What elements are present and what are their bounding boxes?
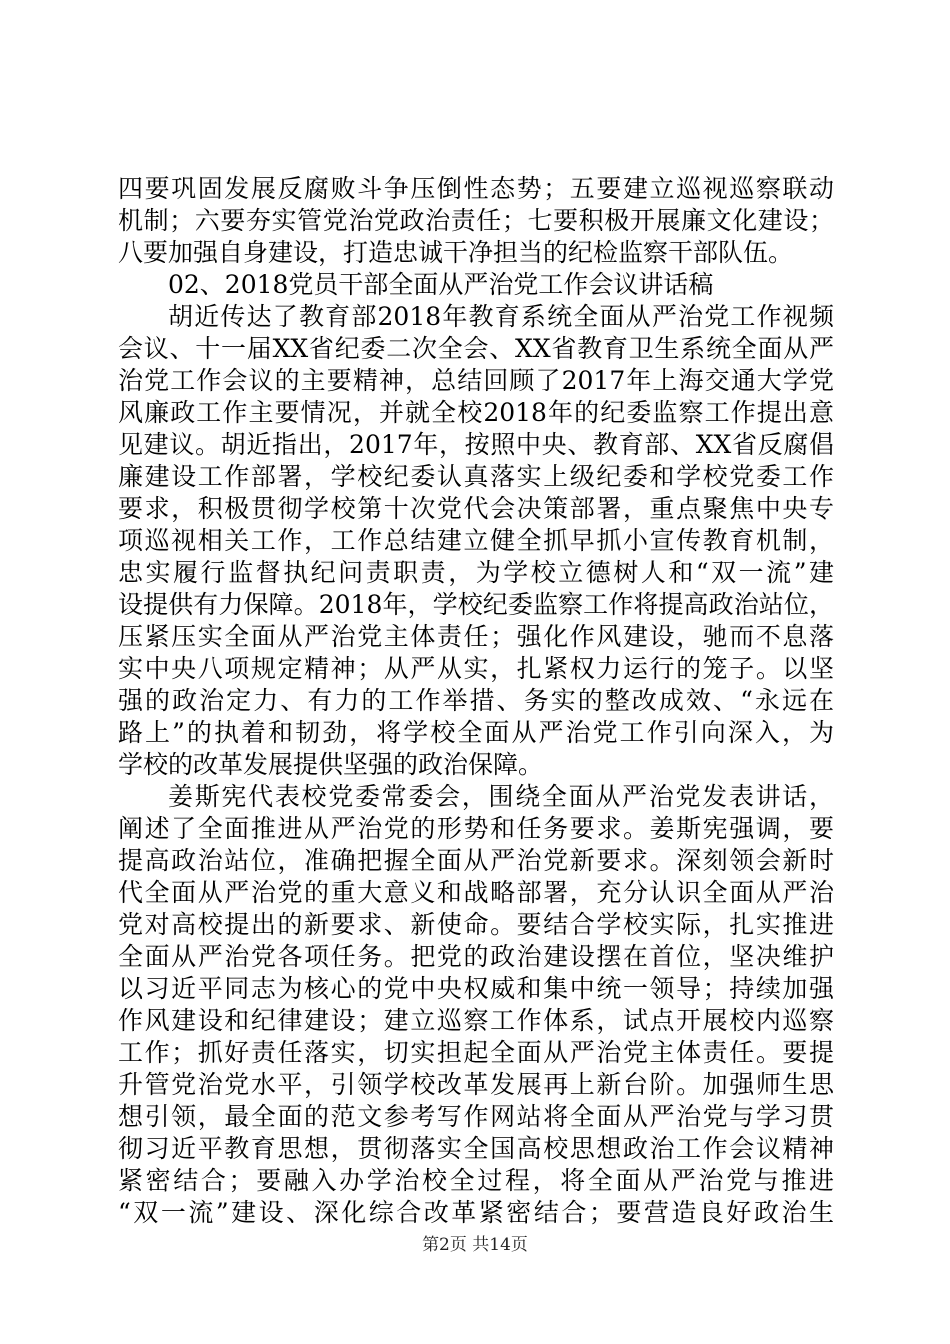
text-line: 项巡视相关工作，工作总结建立健全抓早抓小宣传教育机制， [118, 526, 834, 555]
text-line: 压紧压实全面从严治党主体责任；强化作风建设，驰而不息落 [118, 622, 834, 651]
text-line: 全面从严治党各项任务。把党的政治建设摆在首位，坚决维护 [118, 942, 834, 971]
text-line: 见建议。胡近指出，2017年，按照中央、教育部、XX省反腐倡 [118, 430, 834, 459]
text-line: 廉建设工作部署，学校纪委认真落实上级纪委和学校党委工作 [118, 462, 834, 491]
text-line: 四要巩固发展反腐败斗争压倒性态势；五要建立巡视巡察联动 [118, 174, 834, 203]
text-line: 路上”的执着和韧劲，将学校全面从严治党工作引向深入，为 [118, 718, 834, 747]
text-line: 作风建设和纪律建设；建立巡察工作体系，试点开展校内巡察 [118, 1006, 834, 1035]
text-line: 升管党治党水平，引领学校改革发展再上新台阶。加强师生思 [118, 1070, 834, 1099]
text-line: 以习近平同志为核心的党中央权威和集中统一领导；持续加强 [118, 974, 834, 1003]
text-line: 强的政治定力、有力的工作举措、务实的整改成效、“永远在 [118, 686, 834, 715]
text-line: 学校的改革发展提供坚强的政治保障。 [118, 750, 544, 779]
text-line: 实中央八项规定精神；从严从实，扎紧权力运行的笼子。以坚 [118, 654, 834, 683]
text-line: 党对高校提出的新要求、新使命。要结合学校实际，扎实推进 [118, 910, 834, 939]
text-line: 风廉政工作主要情况，并就全校2018年的纪委监察工作提出意 [118, 398, 834, 427]
text-line: 工作；抓好责任落实，切实担起全面从严治党主体责任。要提 [118, 1038, 834, 1067]
text-line: 胡近传达了教育部2018年教育系统全面从严治党工作视频 [168, 302, 834, 331]
text-line: 八要加强自身建设，打造忠诚干净担当的纪检监察干部队伍。 [118, 238, 794, 267]
text-line: 要求，积极贯彻学校第十次党代会决策部署，重点聚焦中央专 [118, 494, 834, 523]
text-line: 紧密结合；要融入办学治校全过程，将全面从严治党与推进 [118, 1166, 834, 1195]
page-footer: 第2页 共14页 [422, 1235, 528, 1255]
text-line: 阐述了全面推进从严治党的形势和任务要求。姜斯宪强调，要 [118, 814, 834, 843]
text-line: 机制；六要夯实管党治党政治责任；七要积极开展廉文化建设； [118, 206, 834, 235]
text-line: 忠实履行监督执纪问责职责，为学校立德树人和“双一流”建 [118, 558, 834, 587]
document-body [118, 173, 834, 1229]
text-line: 姜斯宪代表校党委常委会，围绕全面从严治党发表讲话， [168, 782, 834, 811]
text-line: 代全面从严治党的重大意义和战略部署，充分认识全面从严治 [118, 878, 834, 907]
text-line: 治党工作会议的主要精神，总结回顾了2017年上海交通大学党 [118, 366, 834, 395]
text-line: 彻习近平教育思想，贯彻落实全国高校思想政治工作会议精神 [118, 1134, 834, 1163]
text-line: 提高政治站位，准确把握全面从严治党新要求。深刻领会新时 [118, 846, 834, 875]
text-line: 02、2018党员干部全面从严治党工作会议讲话稿 [168, 270, 714, 299]
text-line: “双一流”建设、深化综合改革紧密结合；要营造良好政治生 [118, 1198, 834, 1227]
text-line: 想引领，最全面的范文参考写作网站将全面从严治党与学习贯 [118, 1102, 834, 1131]
text-line: 设提供有力保障。2018年，学校纪委监察工作将提高政治站位， [118, 590, 834, 619]
text-line: 会议、十一届XX省纪委二次全会、XX省教育卫生系统全面从严 [118, 334, 834, 363]
